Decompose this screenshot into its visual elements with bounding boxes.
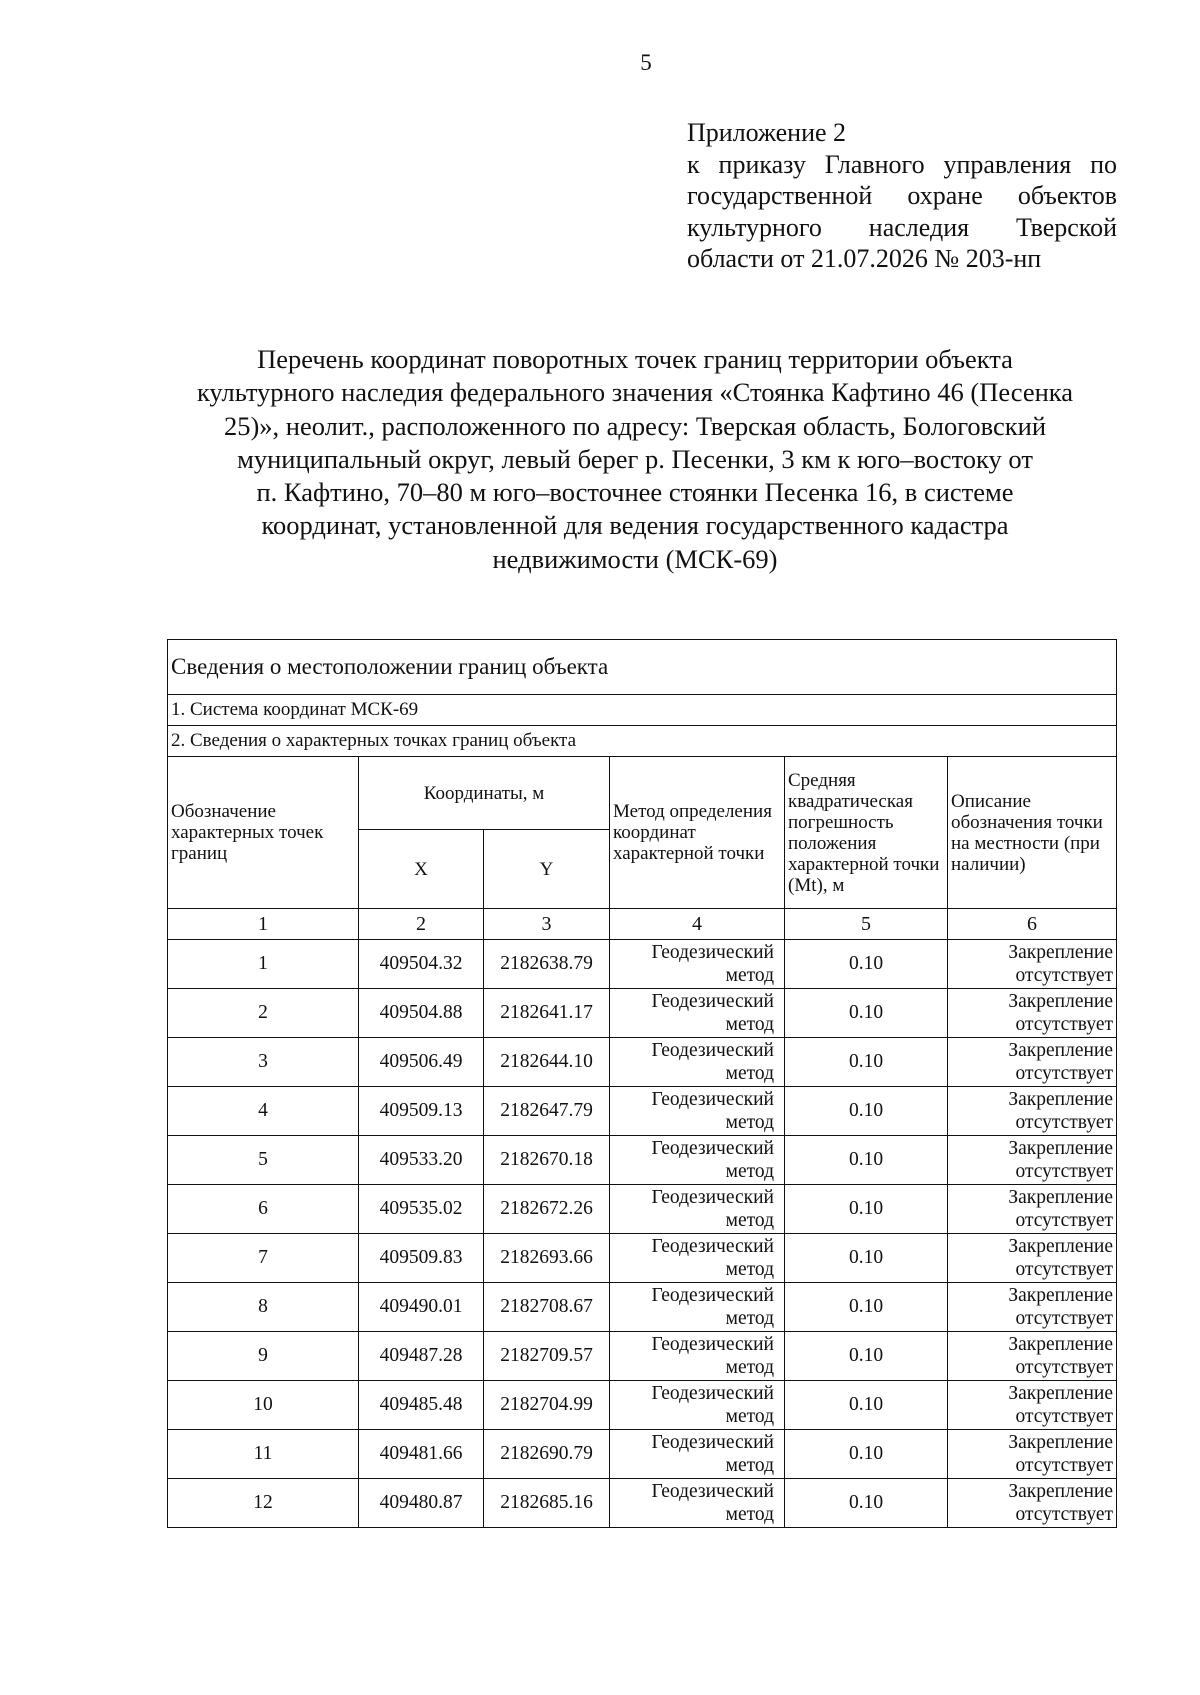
description-cell: [948, 1185, 1117, 1234]
description-cell-line: Закрепление: [1008, 1089, 1114, 1110]
method-cell-line: Геодезический: [651, 1040, 774, 1061]
description-cell-line: Закрепление: [1008, 1334, 1114, 1355]
column-number: 2: [359, 909, 484, 940]
coord-y: 2182647.79: [484, 1087, 610, 1136]
description-cell-line: Закрепление: [1008, 942, 1114, 963]
description-cell-line: отсутствует: [1015, 1406, 1114, 1427]
coord-y: 2182644.10: [484, 1038, 610, 1087]
description-cell-line: Закрепление: [1008, 1383, 1114, 1404]
appendix-block: [687, 117, 1117, 275]
column-number: 4: [610, 909, 785, 940]
coord-x: 409533.20: [359, 1136, 484, 1185]
method-cell-line: метод: [725, 1357, 774, 1378]
table-row: [168, 1038, 1117, 1087]
column-number: 3: [484, 909, 610, 940]
method-cell: [610, 1234, 785, 1283]
description-cell: [948, 940, 1117, 989]
table-row: [168, 1234, 1117, 1283]
points-title-row: [168, 726, 1117, 757]
description-cell: [948, 1479, 1117, 1528]
title-line: координат, установленной для ведения государственного кадастра: [261, 510, 1009, 541]
column-numbers-row: [168, 909, 1117, 940]
coord-x: 409509.13: [359, 1087, 484, 1136]
coord-y: 2182672.26: [484, 1185, 610, 1234]
description-cell-line: Закрепление: [1008, 1187, 1114, 1208]
method-cell: [610, 1479, 785, 1528]
point-number: 3: [168, 1038, 359, 1087]
description-cell-line: отсутствует: [1015, 1308, 1114, 1329]
method-cell-line: Геодезический: [651, 1285, 774, 1306]
table-row: [168, 1430, 1117, 1479]
description-cell: [948, 1087, 1117, 1136]
method-cell: [610, 1283, 785, 1332]
method-cell-line: метод: [725, 1014, 774, 1035]
accuracy-value: 0.10: [785, 989, 948, 1038]
title-line: 25)», неолит., расположенного по адресу: Тверская область, Бологовский: [223, 410, 1047, 441]
coord-y: 2182709.57: [484, 1332, 610, 1381]
accuracy-value: 0.10: [785, 1038, 948, 1087]
coord-x: 409535.02: [359, 1185, 484, 1234]
coord-y: 2182638.79: [484, 940, 610, 989]
document-title: [150, 343, 1120, 576]
method-cell-line: Геодезический: [651, 1432, 774, 1453]
points-title: 2. Сведения о характерных точках границ объекта: [168, 726, 1117, 757]
table-row: [168, 1087, 1117, 1136]
method-cell-line: Геодезический: [651, 1481, 774, 1502]
description-cell-line: отсутствует: [1015, 965, 1114, 986]
description-cell-line: Закрепление: [1008, 991, 1114, 1012]
point-number: 6: [168, 1185, 359, 1234]
header-x: X: [359, 830, 484, 909]
method-cell: [610, 940, 785, 989]
method-cell-line: метод: [725, 1308, 774, 1329]
accuracy-value: 0.10: [785, 1087, 948, 1136]
method-cell: [610, 1136, 785, 1185]
accuracy-value: 0.10: [785, 1185, 948, 1234]
point-number: 9: [168, 1332, 359, 1381]
page-number: 5: [640, 50, 652, 75]
description-cell: [948, 1136, 1117, 1185]
accuracy-value: 0.10: [785, 1332, 948, 1381]
method-cell-line: метод: [725, 965, 774, 986]
appendix-line: Приложение 2: [687, 118, 847, 147]
coord-x: 409481.66: [359, 1430, 484, 1479]
description-cell: [948, 1430, 1117, 1479]
description-cell: [948, 1234, 1117, 1283]
method-cell: [610, 1430, 785, 1479]
accuracy-value: 0.10: [785, 1430, 948, 1479]
method-cell-line: Геодезический: [651, 1187, 774, 1208]
column-number: 1: [168, 909, 359, 940]
description-cell-line: Закрепление: [1008, 1285, 1114, 1306]
method-cell-line: метод: [725, 1063, 774, 1084]
point-number: 1: [168, 940, 359, 989]
method-cell: [610, 989, 785, 1038]
table-row: [168, 989, 1117, 1038]
method-cell-line: Геодезический: [651, 991, 774, 1012]
coord-x: 409506.49: [359, 1038, 484, 1087]
section-title-row: [168, 640, 1117, 695]
coord-y: 2182641.17: [484, 989, 610, 1038]
description-cell: [948, 1038, 1117, 1087]
point-number: 8: [168, 1283, 359, 1332]
header-row: [168, 757, 1117, 830]
description-cell-line: отсутствует: [1015, 1063, 1114, 1084]
column-number: 5: [785, 909, 948, 940]
method-cell: [610, 1038, 785, 1087]
title-line: муниципальный округ, левый берег р. Песенки, 3 км к юго–востоку от: [237, 443, 1033, 474]
coord-y: 2182704.99: [484, 1381, 610, 1430]
description-cell-line: отсутствует: [1015, 1014, 1114, 1035]
coord-x: 409485.48: [359, 1381, 484, 1430]
accuracy-value: 0.10: [785, 1479, 948, 1528]
method-cell-line: метод: [725, 1504, 774, 1525]
coord-y: 2182708.67: [484, 1283, 610, 1332]
table-row: [168, 1283, 1117, 1332]
description-cell-line: отсутствует: [1015, 1259, 1114, 1280]
method-cell: [610, 1332, 785, 1381]
point-number: 4: [168, 1087, 359, 1136]
description-cell: [948, 1283, 1117, 1332]
coord-system-row: [168, 695, 1117, 726]
description-cell-line: отсутствует: [1015, 1455, 1114, 1476]
appendix-line: области от 21.07.2026 № 203-нп: [687, 244, 1042, 273]
section-title: Сведения о местоположении границ объекта: [168, 640, 1117, 695]
title-line: п. Кафтино, 70–80 м юго–восточнее стоянки Песенка 16, в системе: [256, 477, 1014, 508]
header-method: Метод определения координат характерной точки: [610, 757, 785, 909]
table-row: [168, 1479, 1117, 1528]
description-cell-line: Закрепление: [1008, 1138, 1114, 1159]
method-cell-line: метод: [725, 1210, 774, 1231]
description-cell: [948, 1332, 1117, 1381]
method-cell-line: Геодезический: [651, 942, 774, 963]
point-number: 11: [168, 1430, 359, 1479]
description-cell-line: Закрепление: [1008, 1481, 1114, 1502]
header-designation: Обозначение характерных точек границ: [168, 757, 359, 909]
coord-x: 409504.32: [359, 940, 484, 989]
header-coordinates: Координаты, м: [359, 757, 610, 830]
header-accuracy: Средняя квадратическая погрешность положения характерной точки (Mt), м: [785, 757, 948, 909]
method-cell: [610, 1087, 785, 1136]
appendix-line: к приказу Главного управления по: [687, 149, 1117, 179]
accuracy-value: 0.10: [785, 1283, 948, 1332]
description-cell-line: отсутствует: [1015, 1210, 1114, 1231]
coord-y: 2182685.16: [484, 1479, 610, 1528]
description-cell-line: отсутствует: [1015, 1504, 1114, 1525]
method-cell-line: Геодезический: [651, 1089, 774, 1110]
coord-x: 409487.28: [359, 1332, 484, 1381]
point-number: 2: [168, 989, 359, 1038]
table-row: [168, 1185, 1117, 1234]
column-number: 6: [948, 909, 1117, 940]
coord-x: 409480.87: [359, 1479, 484, 1528]
coord-y: 2182690.79: [484, 1430, 610, 1479]
accuracy-value: 0.10: [785, 1234, 948, 1283]
coord-x: 409490.01: [359, 1283, 484, 1332]
header-description: Описание обозначения точки на местности (при наличии): [948, 757, 1117, 909]
coord-x: 409504.88: [359, 989, 484, 1038]
method-cell-line: метод: [725, 1112, 774, 1133]
table-row: [168, 1136, 1117, 1185]
coordinates-table: [167, 639, 1117, 1528]
table-row: [168, 1332, 1117, 1381]
appendix-line: культурного наследия Тверской: [687, 212, 1117, 242]
description-cell-line: Закрепление: [1008, 1236, 1114, 1257]
description-cell-line: Закрепление: [1008, 1432, 1114, 1453]
description-cell-line: отсутствует: [1015, 1161, 1114, 1182]
method-cell: [610, 1185, 785, 1234]
method-cell-line: Геодезический: [651, 1334, 774, 1355]
point-number: 7: [168, 1234, 359, 1283]
accuracy-value: 0.10: [785, 1136, 948, 1185]
method-cell-line: метод: [725, 1259, 774, 1280]
point-number: 5: [168, 1136, 359, 1185]
point-number: 10: [168, 1381, 359, 1430]
method-cell-line: Геодезический: [651, 1236, 774, 1257]
table-row: [168, 1381, 1117, 1430]
description-cell: [948, 1381, 1117, 1430]
method-cell: [610, 1381, 785, 1430]
table-row: [168, 940, 1117, 989]
accuracy-value: 0.10: [785, 1381, 948, 1430]
coord-y: 2182693.66: [484, 1234, 610, 1283]
title-line: недвижимости (МСК-69): [492, 543, 778, 574]
header-y: Y: [484, 830, 610, 909]
appendix-line: государственной охране объектов: [687, 181, 1117, 210]
method-cell-line: Геодезический: [651, 1138, 774, 1159]
description-cell-line: отсутствует: [1015, 1112, 1114, 1133]
title-line: Перечень координат поворотных точек границ территории объекта: [257, 344, 1013, 374]
method-cell-line: метод: [725, 1406, 774, 1427]
coord-y: 2182670.18: [484, 1136, 610, 1185]
method-cell-line: метод: [725, 1161, 774, 1182]
description-cell-line: отсутствует: [1015, 1357, 1114, 1378]
description-cell: [948, 989, 1117, 1038]
coord-x: 409509.83: [359, 1234, 484, 1283]
point-number: 12: [168, 1479, 359, 1528]
method-cell-line: метод: [725, 1455, 774, 1476]
method-cell-line: Геодезический: [651, 1383, 774, 1404]
accuracy-value: 0.10: [785, 940, 948, 989]
coord-system-label: 1. Система координат МСК-69: [168, 695, 1117, 726]
description-cell-line: Закрепление: [1008, 1040, 1114, 1061]
title-line: культурного наследия федерального значения «Стоянка Кафтино 46 (Песенка: [196, 377, 1074, 408]
